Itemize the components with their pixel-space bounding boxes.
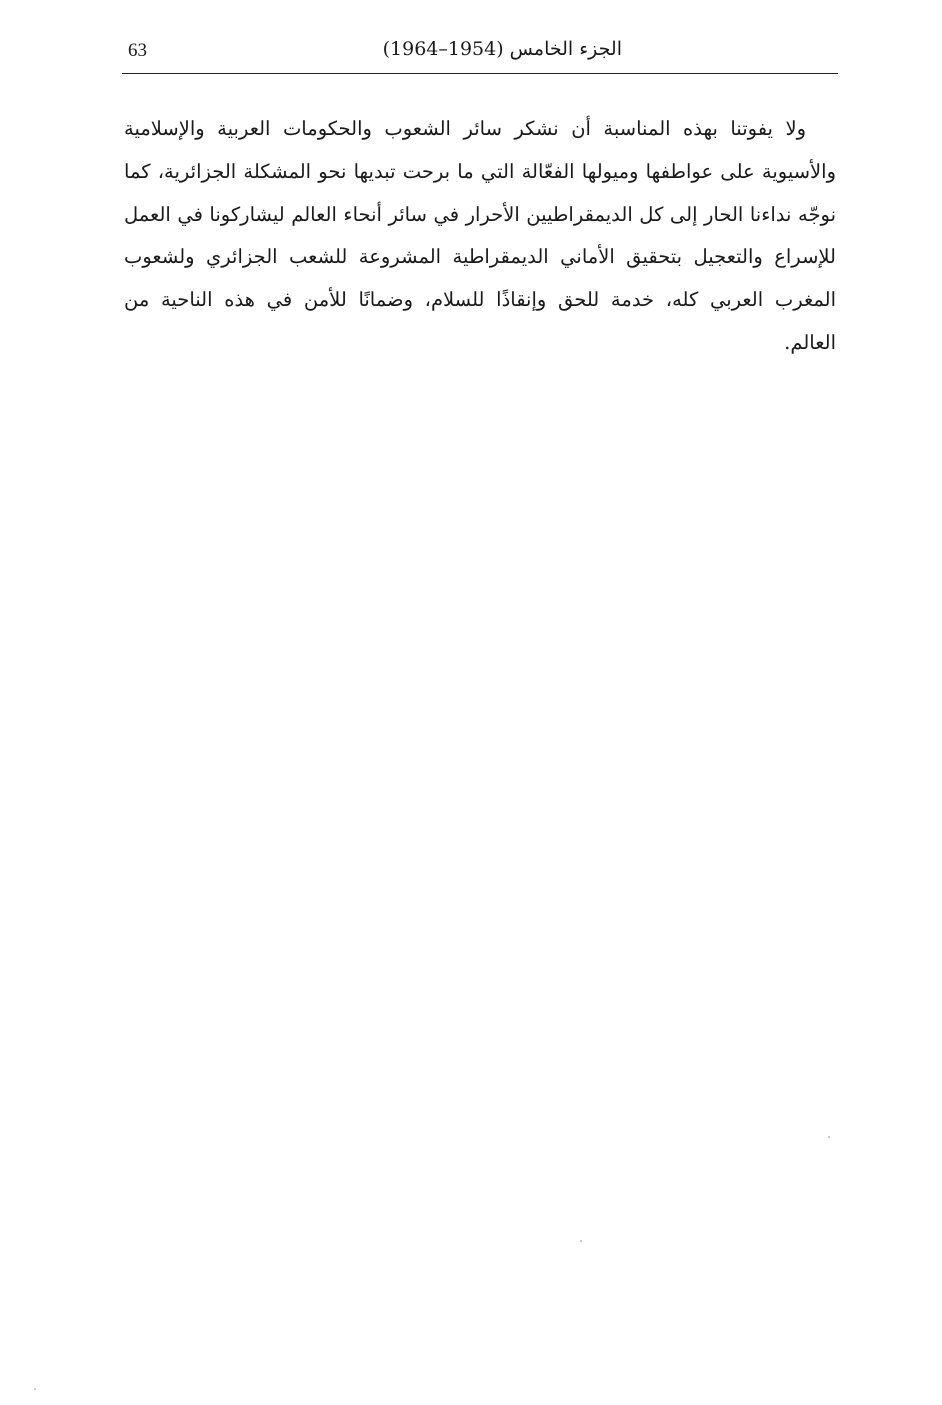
scan-speck (34, 1388, 36, 1390)
paragraph-line: للإسراع والتعجيل بتحقيق الأماني الديمقراطية المشروعة للشعب الجزائري ولشعوب (124, 245, 836, 269)
paragraph-line: ولا يفوتنا بهذه المناسبة أن نشكر سائر الشعوب والحكومات العربية والإسلامية (124, 117, 806, 140)
paragraph-line: المغرب العربي كله، خدمة للحق وإنقاذًا للسلام، وضمانًا للأمن في هذه الناحية من (124, 288, 836, 312)
scan-speck (828, 1136, 830, 1138)
header-rule (122, 73, 838, 74)
scan-speck (580, 1240, 582, 1242)
paragraph-line: والأسيوية على عواطفها وميولها الفعّالة التي ما برحت تبديها نحو المشكلة الجزائرية، كما (124, 159, 836, 183)
paragraph-line: نوجّه نداءنا الحار إلى كل الديمقراطيين الأحرار في سائر أنحاء العالم ليشاركونا في العمل (124, 202, 836, 226)
page-header (122, 36, 838, 72)
body-paragraph (124, 108, 836, 365)
paragraph-line: العالم. (784, 330, 836, 354)
running-title: الجزء الخامس (1954–1964) (382, 38, 622, 60)
page-number: 63 (128, 40, 147, 61)
